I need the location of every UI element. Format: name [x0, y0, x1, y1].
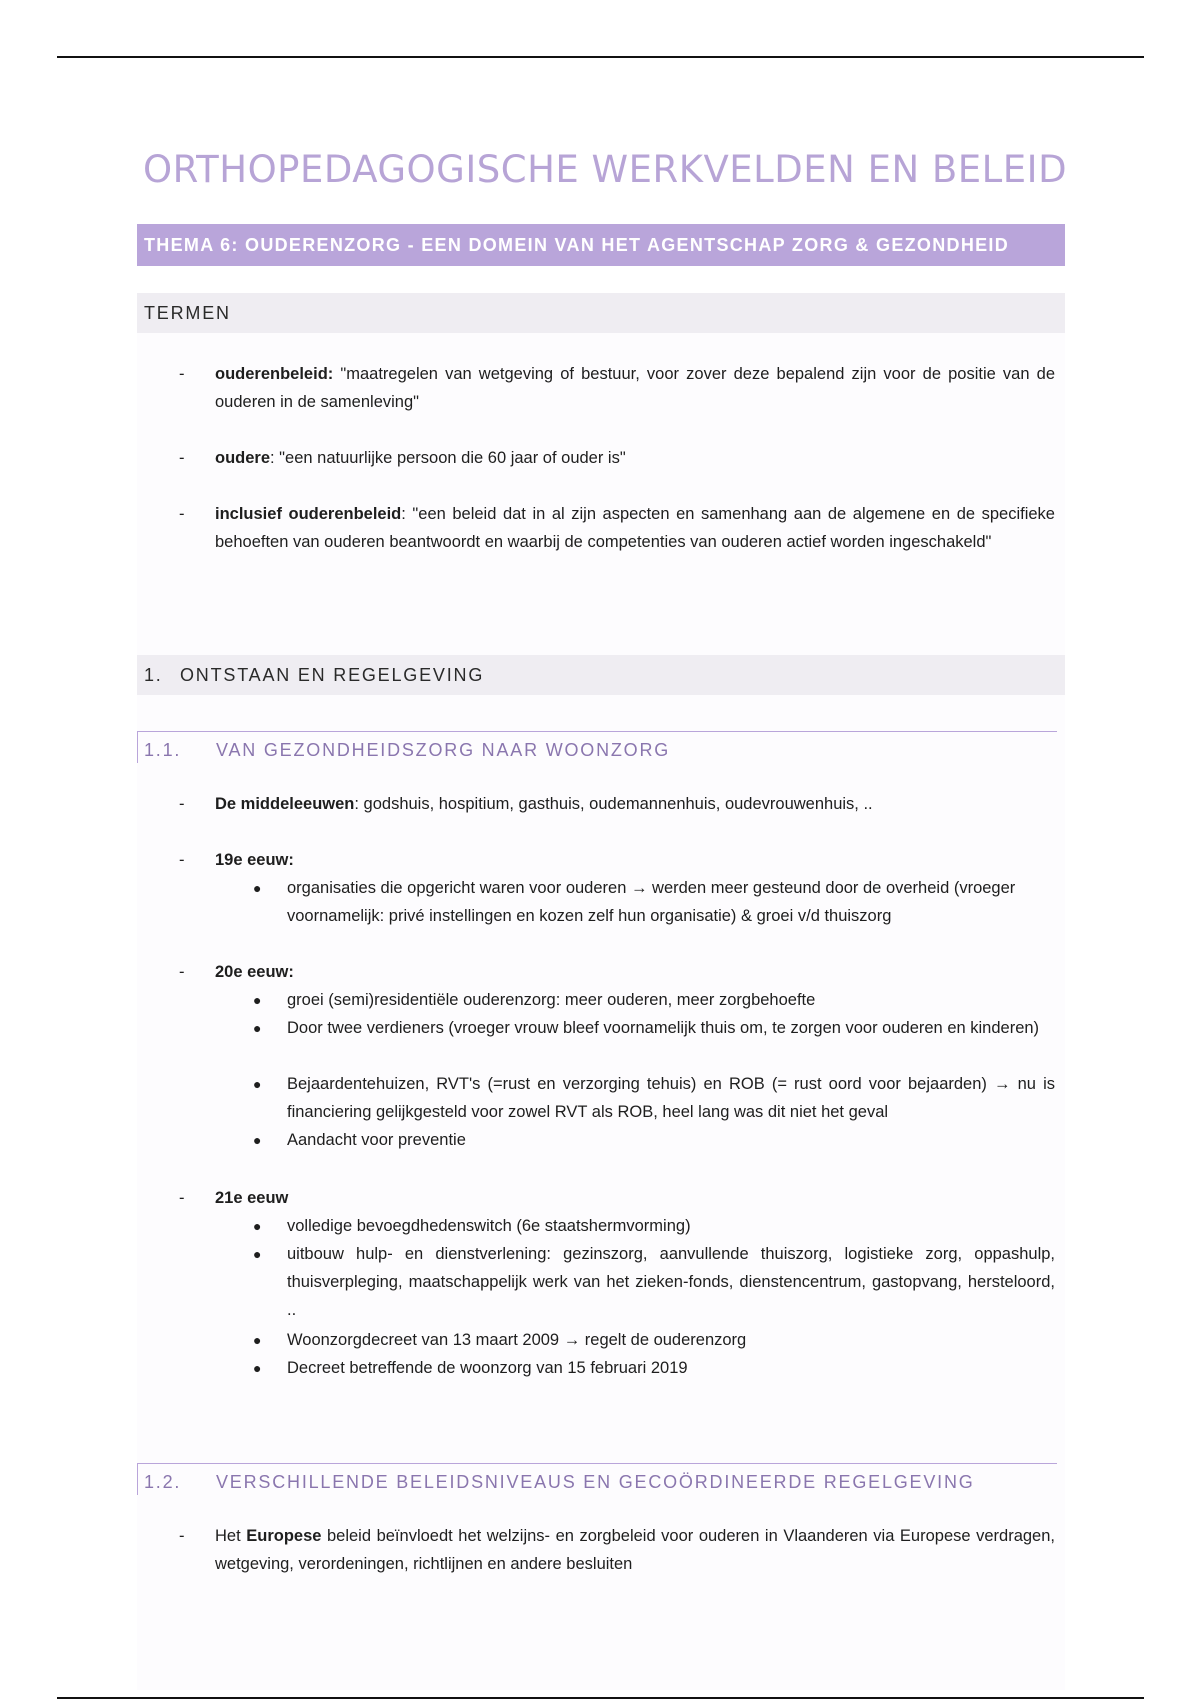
europees-beleid-item — [179, 1522, 1055, 1578]
section-number: 1. — [144, 665, 163, 685]
bullet-text: Aandacht voor preventie — [287, 1131, 466, 1149]
header-rule — [57, 56, 1144, 58]
era-label: De middeleeuwen — [215, 795, 355, 813]
bullet-marker: ● — [253, 1332, 262, 1348]
footer-rule — [57, 1697, 1144, 1699]
bullet-marker: ● — [253, 1218, 262, 1234]
bullet-text: Bejaardentehuizen, RVT's (=rust en verzorging tehuis) en ROB (= rust oord voor bejaarden) → nu is financiering gelijkgesteld voor zowel RVT als ROB, heel lang was dit niet het geval — [287, 1075, 1055, 1121]
term-label: ouderenbeleid: — [215, 365, 334, 383]
subsection-number: 1.1. — [144, 740, 182, 760]
bullet-marker: ● — [253, 1132, 262, 1148]
bullet-item — [253, 1014, 1055, 1042]
era-middeleeuwen — [179, 790, 1055, 818]
bullet-text: groei (semi)residentiële ouderenzorg: meer ouderen, meer zorgbehoefte — [287, 991, 816, 1009]
dash-marker: - — [179, 851, 185, 869]
era-text: : godshuis, hospitium, gasthuis, oudemannenhuis, oudevrouwenhuis, .. — [354, 795, 873, 813]
era-21e-eeuw — [179, 1184, 1055, 1212]
era-20e-eeuw — [179, 958, 1055, 986]
era-label: 19e eeuw: — [215, 851, 294, 869]
era-19e-eeuw — [179, 846, 1055, 874]
bullet-marker: ● — [253, 1360, 262, 1376]
term-label: inclusief ouderenbeleid — [215, 505, 402, 523]
term-label: oudere — [215, 449, 271, 467]
bullet-marker: ● — [253, 1076, 262, 1092]
bullet-text: Decreet betreffende de woonzorg van 15 februari 2019 — [287, 1359, 688, 1377]
bullet-text: Woonzorgdecreet van 13 maart 2009 → regelt de ouderenzorg — [287, 1331, 747, 1349]
dash-marker: - — [179, 505, 185, 523]
bullet-item — [253, 1212, 1055, 1240]
term-item — [179, 360, 1055, 416]
bullet-item — [253, 1240, 1055, 1324]
bullet-text: uitbouw hulp- en dienstverlening: gezinszorg, aanvullende thuiszorg, logistieke zorg, oppashulp, thuisverpleging, maatschappelijk werk van het zieken-fonds, dienstencentrum, gastopvang, hersteloord, .. — [287, 1245, 1055, 1319]
dash-marker: - — [179, 963, 185, 981]
dash-marker: - — [179, 795, 185, 813]
bullet-text: volledige bevoegdhedenswitch (6e staatshermvorming) — [287, 1217, 691, 1235]
subsection-title: VAN GEZONDHEIDSZORG NAAR WOONZORG — [216, 740, 671, 760]
bullet-marker: ● — [253, 992, 262, 1008]
bullet-item — [253, 874, 1055, 930]
subsection-heading-1-2 — [137, 1463, 1057, 1495]
bullet-text: organisaties die opgericht waren voor ouderen → werden meer gesteund door de overheid (vroeger voornamelijk: privé instellingen en kozen zelf hun organisatie) & groei v/d thuiszorg — [287, 879, 1016, 925]
dash-marker: - — [179, 449, 185, 467]
theme-banner: THEMA 6: OUDERENZORG - EEN DOMEIN VAN HET AGENTSCHAP ZORG & GEZONDHEID — [137, 224, 1065, 266]
era-label: 20e eeuw: — [215, 963, 294, 981]
bullet-text: Door twee verdieners (vroeger vrouw bleef voornamelijk thuis om, te zorgen voor ouderen en kinderen) — [287, 1019, 1040, 1037]
subsection-title: VERSCHILLENDE BELEIDSNIVEAUS EN GECOÖRDINEERDE REGELGEVING — [216, 1472, 975, 1492]
term-item — [179, 500, 1055, 556]
subsection-heading-1-1 — [137, 731, 1057, 763]
bullet-marker: ● — [253, 1020, 262, 1036]
document-title: ORTHOPEDAGOGISCHE WERKVELDEN EN BELEID — [143, 148, 1068, 191]
bullet-item — [253, 986, 1055, 1014]
dash-marker: - — [179, 365, 185, 383]
intro-post: beleid beïnvloedt het welzijns- en zorgbeleid voor ouderen in Vlaanderen via Europese verdragen, wetgeving, verordeningen, richtlijnen en andere besluiten — [215, 1527, 1055, 1573]
section-title: ONTSTAAN EN REGELGEVING — [180, 665, 485, 685]
bullet-item — [253, 1126, 1055, 1154]
intro-pre: Het — [215, 1527, 247, 1545]
bullet-marker: ● — [253, 1246, 262, 1262]
bullet-marker: ● — [253, 880, 262, 896]
term-definition: "maatregelen van wetgeving of bestuur, voor zover deze bepalend zijn voor de positie van de ouderen in de samenleving" — [215, 365, 1055, 411]
dash-marker: - — [179, 1189, 185, 1207]
dash-marker: - — [179, 1527, 185, 1545]
era-label: 21e eeuw — [215, 1189, 289, 1207]
intro-bold: Europese — [246, 1527, 322, 1545]
termen-heading: TERMEN — [137, 293, 1065, 333]
bullet-item — [253, 1354, 1055, 1382]
term-item — [179, 444, 1055, 472]
section-heading-1 — [137, 655, 1065, 695]
bullet-item — [253, 1070, 1055, 1126]
term-definition: : "een beleid dat in al zijn aspecten en samenhang aan de algemene en de specifieke behoeften van ouderen beantwoordt en waarbij de competenties van ouderen actief worden ingeschakeld" — [215, 505, 1055, 551]
term-definition: : "een natuurlijke persoon die 60 jaar of ouder is" — [270, 449, 626, 467]
subsection-number: 1.2. — [144, 1472, 182, 1492]
bullet-item — [253, 1326, 1055, 1354]
